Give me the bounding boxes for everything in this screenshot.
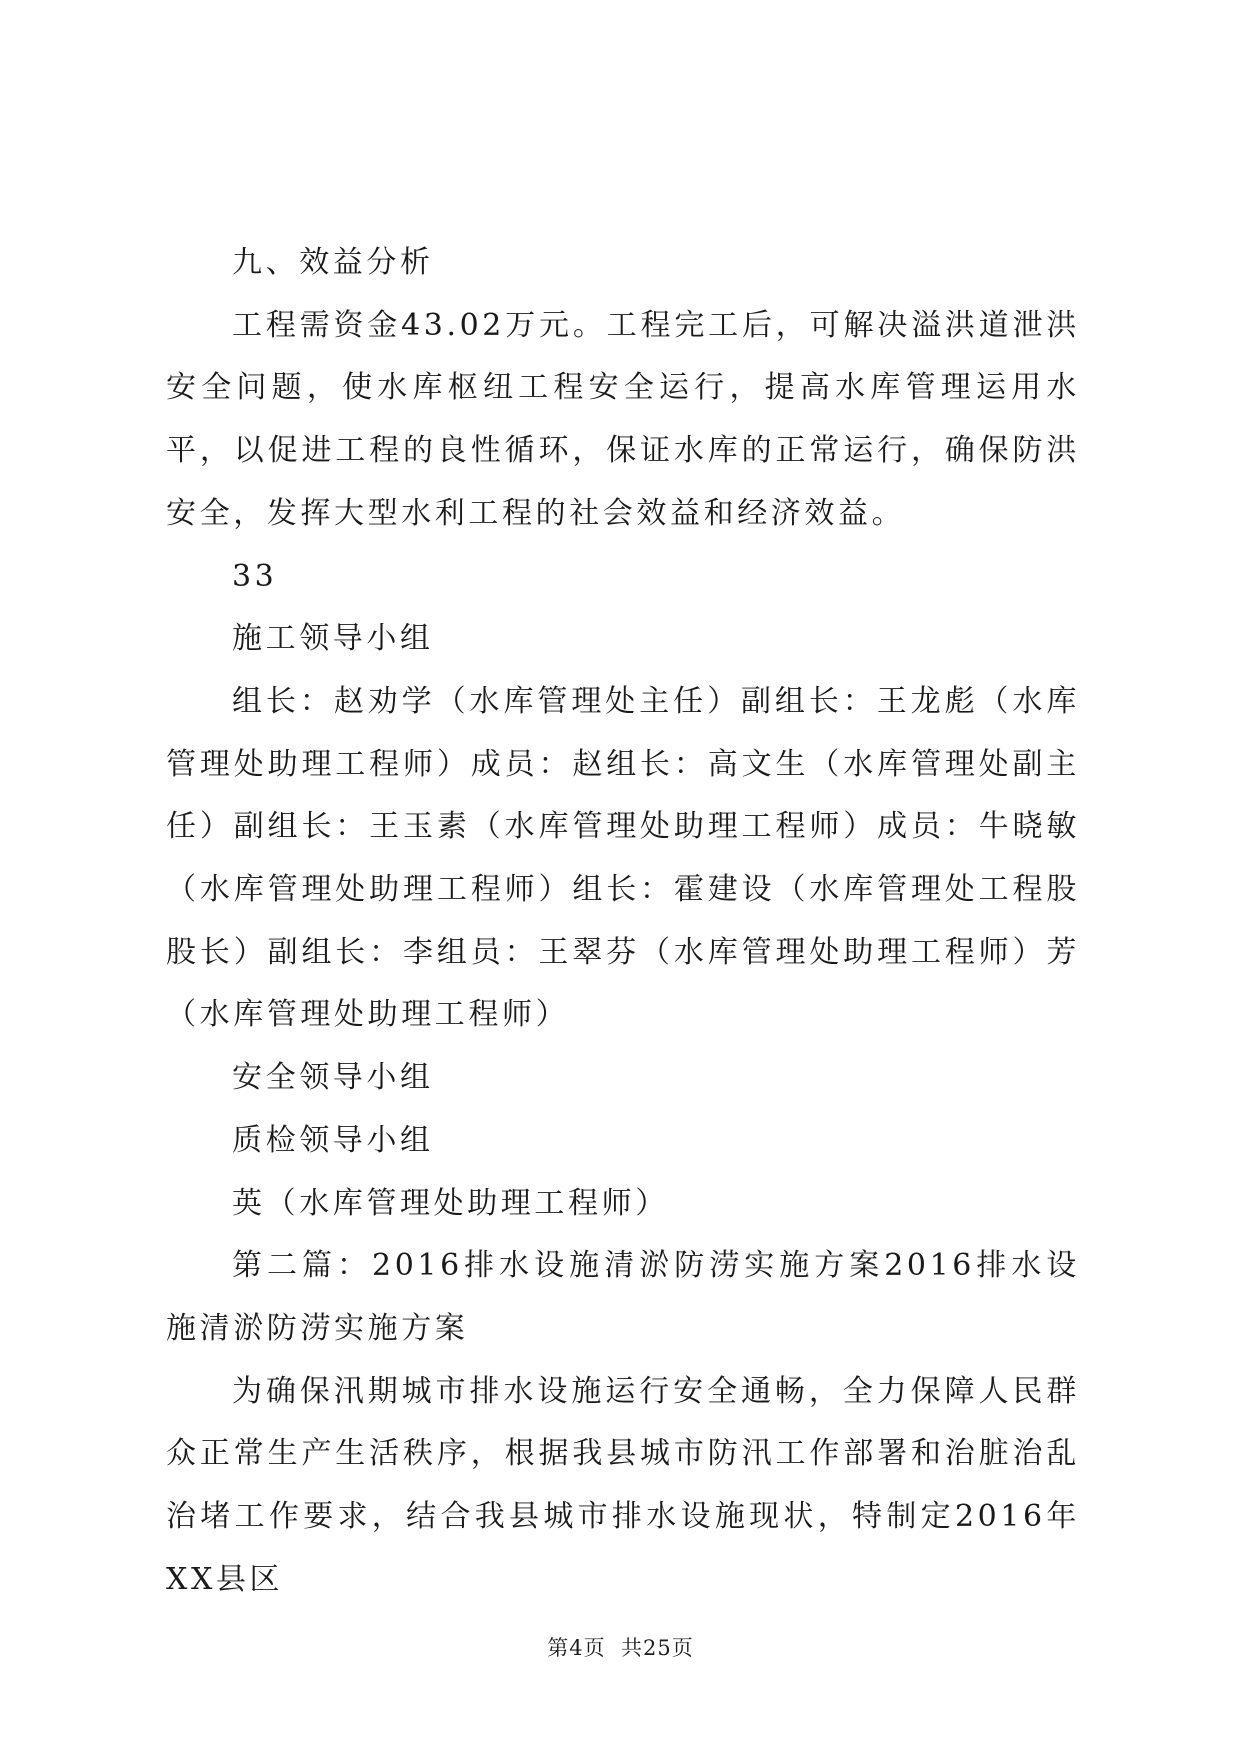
paragraph-number: 33 <box>232 558 278 594</box>
page-footer <box>0 1632 1241 1662</box>
paragraph-drainage-intro: 为确保汛期城市排水设施运行安全通畅，全力保障人民群众正常生产生活秩序，根据我县城市防汛工作部署和治脏治乱治堵工作要求，结合我县城市排水设施现状，特制定2016年XX县区 <box>166 1373 1080 1597</box>
paragraph-funding: 工程需资金43.02万元。工程完工后，可解决溢洪道泄洪安全问题，使水库枢纽工程安全运行，提高水库管理运用水平，以促进工程的良性循环，保证水库的正常运行，确保防洪安全，发挥大型水利工程的社会效益和经济效益。 <box>166 307 1080 531</box>
heading-part-two: 第二篇：2016排水设施清淤防涝实施方案2016排水设施清淤防涝实施方案 <box>166 1248 1080 1346</box>
heading-quality-leadership-group: 质检领导小组 <box>232 1122 434 1158</box>
document-body <box>166 232 1080 1611</box>
paragraph-group-members: 组长：赵劝学（水库管理处主任）副组长：王龙彪（水库管理处助理工程师）成员：赵组长：高文生（水库管理处副主任）副组长：王玉素（水库管理处助理工程师）成员：牛晓敏（水库管理处助理工程师）组长：霍建设（水库管理处工程股股长）副组长：李组员：王翠芬（水库管理处助理工程师）芳（水库管理处助理工程师） <box>166 683 1080 1033</box>
heading-safety-leadership-group: 安全领导小组 <box>232 1060 434 1096</box>
heading-construction-leadership-group: 施工领导小组 <box>232 621 434 657</box>
page-number-label: 第4页 共25页 <box>547 1636 694 1660</box>
paragraph-member-ying: 英（水库管理处助理工程师） <box>232 1185 669 1221</box>
section-heading-benefit-analysis: 九、效益分析 <box>232 245 434 280</box>
